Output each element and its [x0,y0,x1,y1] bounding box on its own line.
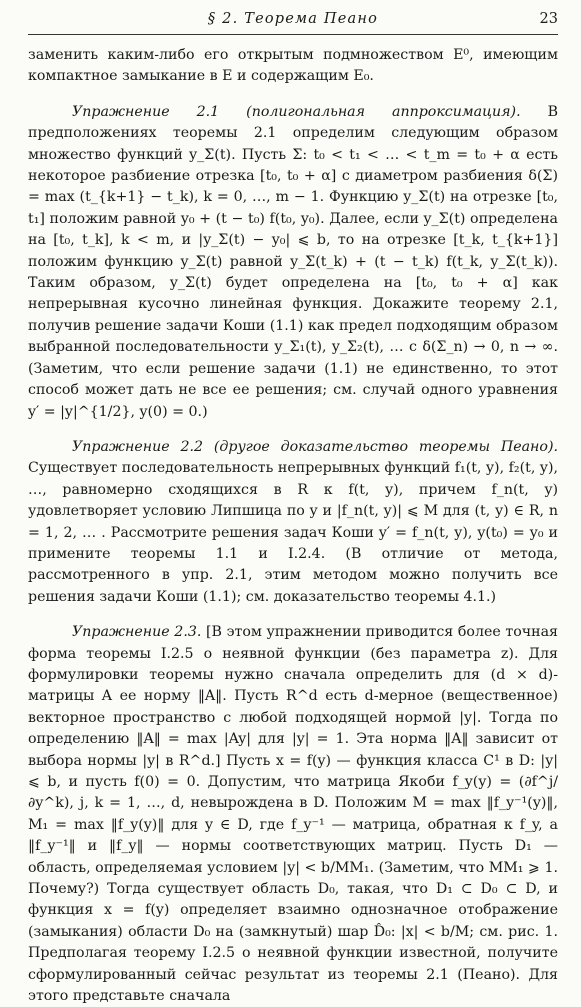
exercise-title: Упражнение 2.1 [72,103,220,120]
exercise-2-1 [28,102,558,423]
exercise-text: Существует последовательность непрерывных функций f₁(t, y), f₂(t, y), …, равномерно сходящихся в R к f(t, y), причем f_n(t, y) удовлетворяет условию Липшица по y и |f_n(t, y)| ⩽ M для (t, y) ∈ R, n = 1, 2, … . Рассмотрите решения задач Коши y′ = f_n(t, y), y(t₀) = y₀ и примените теоремы 1.1 и I.2.4. (В отличие от метода, рассмотренного в упр. 2.1, этим методом можно получить все решения задачи Коши (1.1); см. доказательство теоремы 4.1.) [28,460,558,605]
page-number: 23 [539,11,558,27]
exercise-title: Упражнение 2.3. [72,624,202,641]
exercise-paragraph [28,102,558,423]
exercise-text: [В этом упражнении приводится более точная форма теоремы I.2.5 о неявной функции (без параметра z). Для формулировки теоремы нужно сначала определить для (d × d)-матрицы A ее норму ‖A‖. Пусть R^d есть d-мерное (вещественное) векторное пространство с любой подходящей нормой |y|. Тогда по определению ‖A‖ = max |Ay| для |y| = 1. Эта норма ‖A‖ зависит от выбора нормы |y| в R^d.] Пусть x = f(y) — функция класса C¹ в D: |y| ⩽ b, и пусть f(0) = 0. Допустим, что матрица Якоби f_y(y) = (∂f^j/∂y^k), j, k = 1, …, d, невырождена в D. Положим M = max ‖f_y⁻¹(y)‖, M₁ = max ‖f_y(y)‖ для y ∈ D, где f_y⁻¹ — матрица, обратная к f_y, а ‖f_y⁻¹‖ и ‖f_y‖ — нормы соответствующих матриц. Пусть D₁ — область, определяемая условием |y| < b/MM₁. (Заметим, что MM₁ ⩾ 1. Почему?) Тогда существует область D₀, такая, что D₁ ⊂ D₀ ⊂ D, и функция x = f(y) определяет взаимно однозначное отображение (замыкания) области D₀ на (замкнутый) шар D̂₀: |x| < b/M; см. рис. 1. Предполагая теорему I.2.5 о неявной функции известной, получите сформулированный сейчас результат из теоремы 2.1 (Пеано). Для этого представьте сначала [28,624,559,1005]
exercise-subtitle: (полигональная аппроксимация). [246,103,521,120]
exercise-2-2 [28,437,558,608]
page-header [28,6,558,35]
running-title: § 2. Теорема Пеано [207,11,379,27]
exercise-paragraph [28,622,558,1007]
exercise-text: В предположениях теоремы 2.1 определим следующим образом множество функций y_Σ(t). Пусть Σ: t₀ < t₁ < … < t_m = t₀ + α есть некоторое разбиение отрезка [t₀, t₀ + α] с диаметром разбиения δ(Σ) = max (t_{k+1} − t_k), k = 0, …, m − 1. Функцию y_Σ(t) на отрезке [t₀, t₁] положим равной y₀ + (t − t₀) f(t₀, y₀). Далее, если y_Σ(t) определена на [t₀, t_k], k < m, и |y_Σ(t) − y₀| ⩽ b, то на отрезке [t_k, t_{k+1}] положим функцию y_Σ(t) равной y_Σ(t_k) + (t − t_k) f(t_k, y_Σ(t_k)). Таким образом, y_Σ(t) будет определена на [t₀, t₀ + α] как непрерывная кусочно линейная функция. Докажите теорему 2.1, получив решение задачи Коши (1.1) как предел подходящим образом выбранной последовательности y_Σ₁(t), y_Σ₂(t), … с δ(Σ_n) → 0, n → ∞. (Заметим, что если решение задачи (1.1) не единственно, то этот способ может дать не все ее решения; см. случай одного уравнения y′ = |y|^{1/2}, y(0) = 0.) [28,103,558,420]
intro-paragraph: заменить каким-либо его открытым подмножеством E⁰, имеющим компактное замыкание в E и содержащим E₀. [28,47,558,85]
exercise-subtitle: (другое доказательство теоремы Пеано). [213,438,558,455]
exercise-2-3 [28,622,558,1007]
exercise-paragraph [28,437,558,608]
page-body [28,45,558,1007]
exercise-title: Упражнение 2.2 [72,438,204,455]
